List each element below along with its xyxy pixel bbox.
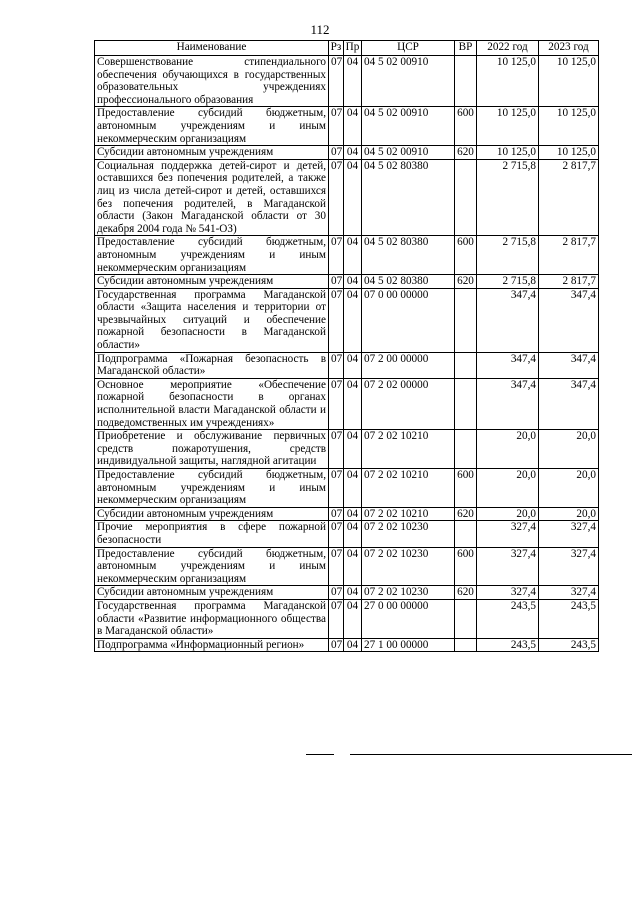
row-csr: 27 0 00 00000 [362,599,455,638]
row-amount-2023: 347,4 [539,288,599,352]
table-row [95,275,599,289]
row-pr: 04 [344,521,362,547]
header-rz: Рз [329,41,344,56]
row-amount-2022: 20,0 [477,469,539,508]
row-amount-2022: 2 715,8 [477,159,539,236]
table-row [95,159,599,236]
table-row [95,599,599,638]
row-csr: 07 2 02 10230 [362,547,455,586]
row-rz: 07 [329,378,344,429]
page-number: 112 [310,22,330,37]
table-row [95,378,599,429]
row-amount-2022: 10 125,0 [477,146,539,160]
row-amount-2022: 347,4 [477,352,539,378]
row-vr: 620 [455,146,477,160]
row-csr: 04 5 02 00910 [362,56,455,107]
row-amount-2023: 10 125,0 [539,146,599,160]
row-rz: 07 [329,430,344,469]
row-rz: 07 [329,159,344,236]
row-pr: 04 [344,430,362,469]
row-csr: 07 2 02 10230 [362,521,455,547]
row-vr [455,599,477,638]
row-csr: 07 0 00 00000 [362,288,455,352]
row-pr: 04 [344,146,362,160]
row-rz: 07 [329,586,344,600]
row-name: Субсидии автономным учреждениям [95,146,329,160]
row-amount-2023: 243,5 [539,599,599,638]
row-name: Прочие мероприятия в сфере пожарной безопасности [95,521,329,547]
row-amount-2023: 347,4 [539,352,599,378]
row-name: Социальная поддержка детей-сирот и детей, оставшихся без попечения родителей, а также лиц из числа детей-сирот и детей, оставшихся без попечения родителей, в Магаданской области (Закон Магаданской области от 30 декабря 2004 года № 541-ОЗ) [95,159,329,236]
row-pr: 04 [344,288,362,352]
row-name: Субсидии автономным учреждениям [95,507,329,521]
row-pr: 04 [344,378,362,429]
row-amount-2022: 2 715,8 [477,236,539,275]
row-pr: 04 [344,507,362,521]
row-rz: 07 [329,275,344,289]
row-amount-2023: 2 817,7 [539,159,599,236]
table-row [95,352,599,378]
row-csr: 04 5 02 80380 [362,275,455,289]
row-amount-2023: 327,4 [539,547,599,586]
row-vr: 620 [455,507,477,521]
row-rz: 07 [329,469,344,508]
row-amount-2023: 2 817,7 [539,275,599,289]
row-amount-2022: 10 125,0 [477,107,539,146]
row-amount-2022: 243,5 [477,599,539,638]
row-amount-2023: 327,4 [539,586,599,600]
row-vr [455,352,477,378]
table-row [95,146,599,160]
row-rz: 07 [329,638,344,652]
row-name: Подпрограмма «Информационный регион» [95,638,329,652]
row-amount-2023: 347,4 [539,378,599,429]
table-row [95,236,599,275]
footer-rule-long [350,754,632,755]
table-row [95,288,599,352]
row-vr [455,288,477,352]
row-amount-2022: 10 125,0 [477,56,539,107]
row-vr [455,521,477,547]
row-vr: 600 [455,469,477,508]
row-amount-2022: 327,4 [477,586,539,600]
row-amount-2022: 327,4 [477,521,539,547]
table-row [95,547,599,586]
header-2022: 2022 год [477,41,539,56]
table-row [95,507,599,521]
row-rz: 07 [329,507,344,521]
footer-rule-short [306,754,334,755]
row-rz: 07 [329,146,344,160]
row-vr [455,56,477,107]
row-vr [455,378,477,429]
row-pr: 04 [344,547,362,586]
row-amount-2022: 20,0 [477,430,539,469]
row-rz: 07 [329,352,344,378]
row-csr: 04 5 02 80380 [362,159,455,236]
row-amount-2022: 347,4 [477,378,539,429]
row-csr: 27 1 00 00000 [362,638,455,652]
row-csr: 07 2 02 10210 [362,507,455,521]
row-rz: 07 [329,56,344,107]
table-row [95,521,599,547]
row-amount-2023: 20,0 [539,430,599,469]
row-vr [455,159,477,236]
row-pr: 04 [344,275,362,289]
row-vr: 620 [455,586,477,600]
table-header-row [95,41,599,56]
budget-table [94,40,599,652]
row-csr: 07 2 00 00000 [362,352,455,378]
row-csr: 04 5 02 80380 [362,236,455,275]
row-name: Субсидии автономным учреждениям [95,275,329,289]
table-row [95,638,599,652]
row-rz: 07 [329,547,344,586]
row-csr: 04 5 02 00910 [362,107,455,146]
row-amount-2022: 20,0 [477,507,539,521]
row-name: Субсидии автономным учреждениям [95,586,329,600]
header-pr: Пр [344,41,362,56]
row-name: Основное мероприятие «Обеспечение пожарной безопасности в органах исполнительной власти Магаданской области и подведомственных им учреждениях» [95,378,329,429]
row-vr: 600 [455,547,477,586]
table-row [95,107,599,146]
row-rz: 07 [329,521,344,547]
row-pr: 04 [344,586,362,600]
row-amount-2023: 327,4 [539,521,599,547]
row-pr: 04 [344,107,362,146]
row-name: Подпрограмма «Пожарная безопасность в Магаданской области» [95,352,329,378]
row-amount-2023: 20,0 [539,507,599,521]
row-vr: 600 [455,236,477,275]
table-body [95,56,599,652]
row-amount-2023: 243,5 [539,638,599,652]
header-2023: 2023 год [539,41,599,56]
header-name: Наименование [95,41,329,56]
row-pr: 04 [344,56,362,107]
row-pr: 04 [344,352,362,378]
row-rz: 07 [329,107,344,146]
row-name: Предоставление субсидий бюджетным, автономным учреждениям и иным некоммерческим организациям [95,547,329,586]
row-amount-2022: 243,5 [477,638,539,652]
table-row [95,469,599,508]
row-amount-2023: 10 125,0 [539,107,599,146]
row-name: Совершенствование стипендиального обеспечения обучающихся в государственных образовательных учреждениях профессионального образования [95,56,329,107]
row-pr: 04 [344,599,362,638]
row-name: Государственная программа Магаданской области «Развитие информационного общества в Магаданской области» [95,599,329,638]
table-row [95,586,599,600]
row-pr: 04 [344,469,362,508]
row-vr: 620 [455,275,477,289]
row-name: Предоставление субсидий бюджетным, автономным учреждениям и иным некоммерческим организациям [95,107,329,146]
row-amount-2022: 2 715,8 [477,275,539,289]
row-vr [455,638,477,652]
table-row [95,56,599,107]
row-rz: 07 [329,236,344,275]
row-amount-2023: 10 125,0 [539,56,599,107]
row-csr: 07 2 02 10210 [362,469,455,508]
row-name: Предоставление субсидий бюджетным, автономным учреждениям и иным некоммерческим организациям [95,469,329,508]
row-vr: 600 [455,107,477,146]
row-csr: 07 2 02 10230 [362,586,455,600]
row-amount-2022: 327,4 [477,547,539,586]
row-amount-2023: 2 817,7 [539,236,599,275]
row-pr: 04 [344,159,362,236]
row-csr: 04 5 02 00910 [362,146,455,160]
row-csr: 07 2 02 10210 [362,430,455,469]
row-amount-2023: 20,0 [539,469,599,508]
header-csr: ЦСР [362,41,455,56]
table-row [95,430,599,469]
row-name: Государственная программа Магаданской области «Защита населения и территории от чрезвычайных ситуаций и обеспечение пожарной безопасности в Магаданской области» [95,288,329,352]
row-vr [455,430,477,469]
row-rz: 07 [329,288,344,352]
row-name: Приобретение и обслуживание первичных средств пожаротушения, средств индивидуальной защиты, наглядной агитации [95,430,329,469]
row-pr: 04 [344,638,362,652]
row-pr: 04 [344,236,362,275]
row-rz: 07 [329,599,344,638]
row-csr: 07 2 02 00000 [362,378,455,429]
header-vr: ВР [455,41,477,56]
row-amount-2022: 347,4 [477,288,539,352]
row-name: Предоставление субсидий бюджетным, автономным учреждениям и иным некоммерческим организациям [95,236,329,275]
